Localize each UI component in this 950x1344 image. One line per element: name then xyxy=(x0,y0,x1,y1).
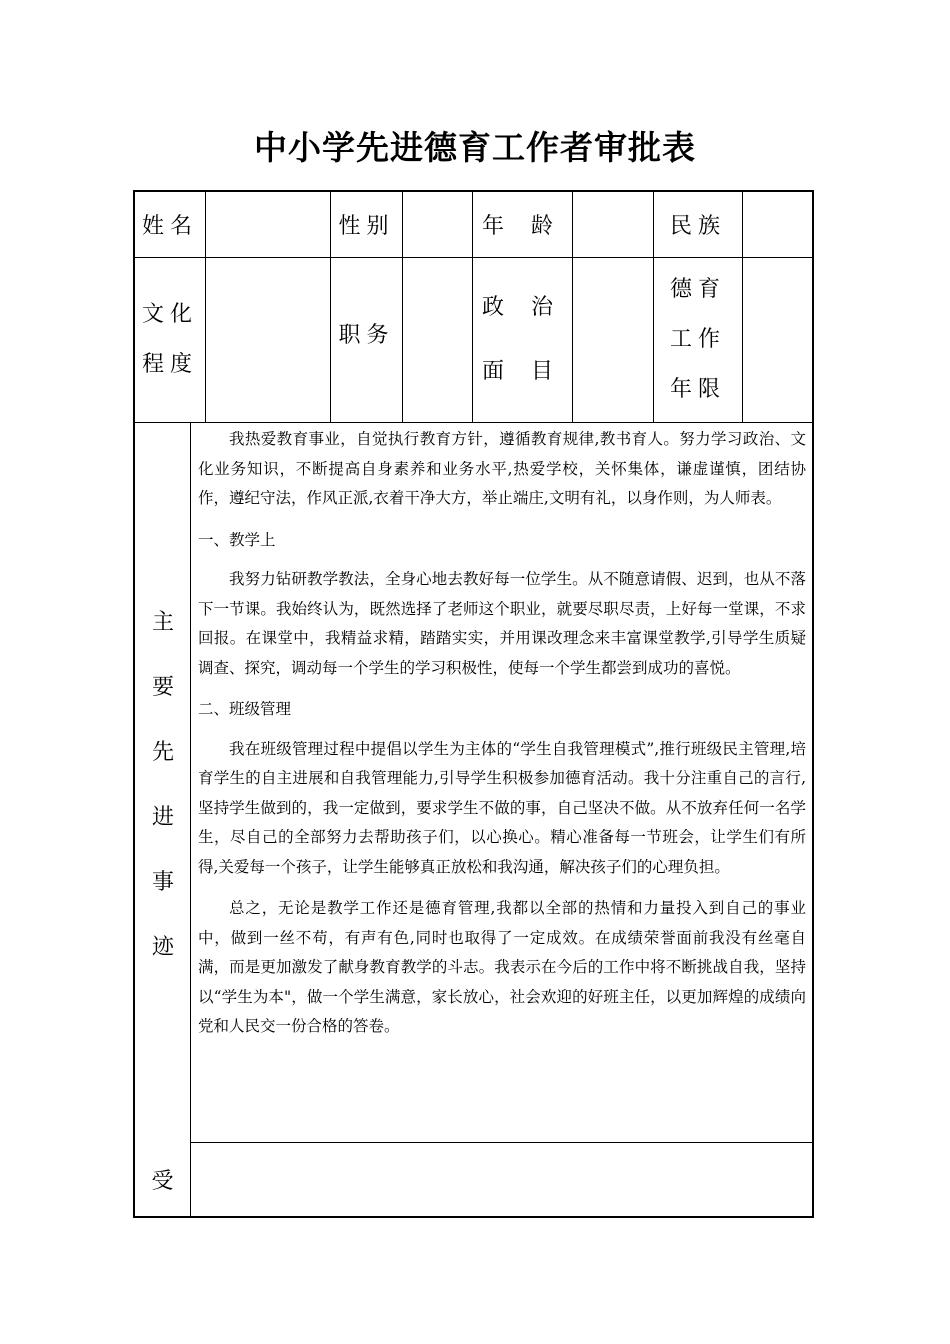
moral-work-years-value[interactable] xyxy=(743,258,812,422)
main-deeds-text xyxy=(198,425,806,1042)
side-char-4: 进 xyxy=(151,805,174,830)
ethnicity-value[interactable] xyxy=(743,192,812,257)
side-char-2: 要 xyxy=(151,675,174,700)
main-deeds-label xyxy=(135,590,191,980)
political-label-line2: 面 目 xyxy=(482,359,563,384)
political-label-line1: 政 治 xyxy=(482,295,563,320)
position-value[interactable] xyxy=(403,258,472,422)
years-label-line3: 年限 xyxy=(669,377,726,402)
political-status-label xyxy=(473,258,572,422)
section-heading-teaching: 一、教学上 xyxy=(198,530,276,549)
class-management-paragraph: 我在班级管理过程中提倡以学生为主体的“学生自我管理模式”,推行班级民主管理,培育学生的自主进展和自我管理能力,引导学生积极参加德育活动。我十分注重自己的言行,坚持学生做到的，我一定做到，要求学生不做的事，自己坚决不做。从不放弃任何一名学生，尽自己的全部努力去帮助孩子们，以心换心。精心准备每一节班会，让学生们有所得,关爱每一个孩子，让学生能够真正放松和我沟通，解决孩子们的心理负担。 xyxy=(198,739,806,876)
ethnicity-label: 民族 xyxy=(669,214,726,239)
name-label: 姓名 xyxy=(141,214,198,239)
row-divider-2 xyxy=(133,422,814,423)
side-char-3: 先 xyxy=(151,740,174,765)
education-label-line2: 程度 xyxy=(141,352,198,377)
section-heading-class-management: 二、班级管理 xyxy=(198,700,292,718)
education-label-line1: 文化 xyxy=(141,302,198,327)
gender-label: 性别 xyxy=(338,214,395,239)
side-char-5: 事 xyxy=(151,870,174,895)
political-status-value[interactable] xyxy=(573,258,653,422)
years-label-line2: 工作 xyxy=(669,327,726,352)
conclusion-paragraph: 总之，无论是教学工作还是德育管理,我都以全部的热情和力量投入到自己的事业中，做到一丝不苟，有声有色,同时也取得了一定成效。在成绩荣誉面前我没有丝毫自满，而是更加激发了献身教育教学的斗志。我表示在今后的工作中将不断挑战自我，坚持以“学生为本"，做一个学生满意，家长放心，社会欢迎的好班主任，以更加辉煌的成绩向党和人民交一份合格的答卷。 xyxy=(198,899,806,1035)
gender-value[interactable] xyxy=(403,192,472,257)
years-label-line1: 德育 xyxy=(669,277,726,302)
intro-paragraph: 我热爱教育事业，自觉执行教育方针，遵循教育规律,教书育人。努力学习政治、文化业务知识，不断提高自身素养和业务水平,热爱学校，关怀集体，谦虚谨慎，团结协作，遵纪守法，作风正派,衣着干净大方，举止端庄,文明有礼，以身作则，为人师表。 xyxy=(198,430,806,507)
side-char-1: 主 xyxy=(151,610,174,635)
side-char-6: 迹 xyxy=(151,935,174,960)
form-title: 中小学先进德育工作者审批表 xyxy=(254,128,696,167)
name-value[interactable] xyxy=(206,192,330,257)
award-value[interactable] xyxy=(191,1143,812,1216)
teaching-paragraph: 我努力钻研教学教法，全身心地去教好每一位学生。从不随意请假、迟到，也从不落下一节课。我始终认为，既然选择了老师这个职业，就要尽职尽责，上好每一堂课，不求回报。在课堂中，我精益求精，踏踏实实，并用课改理念来丰富课堂教学,引导学生质疑调查、探究，调动每一个学生的学习积极性，使每一个学生都尝到成功的喜悦。 xyxy=(198,570,806,677)
age-label: 年 龄 xyxy=(482,214,563,239)
age-value[interactable] xyxy=(573,192,653,257)
education-label xyxy=(135,258,205,422)
education-value[interactable] xyxy=(206,258,330,422)
position-label: 职务 xyxy=(338,322,395,348)
award-label: 受 xyxy=(151,1169,174,1194)
moral-work-years-label xyxy=(654,258,742,422)
